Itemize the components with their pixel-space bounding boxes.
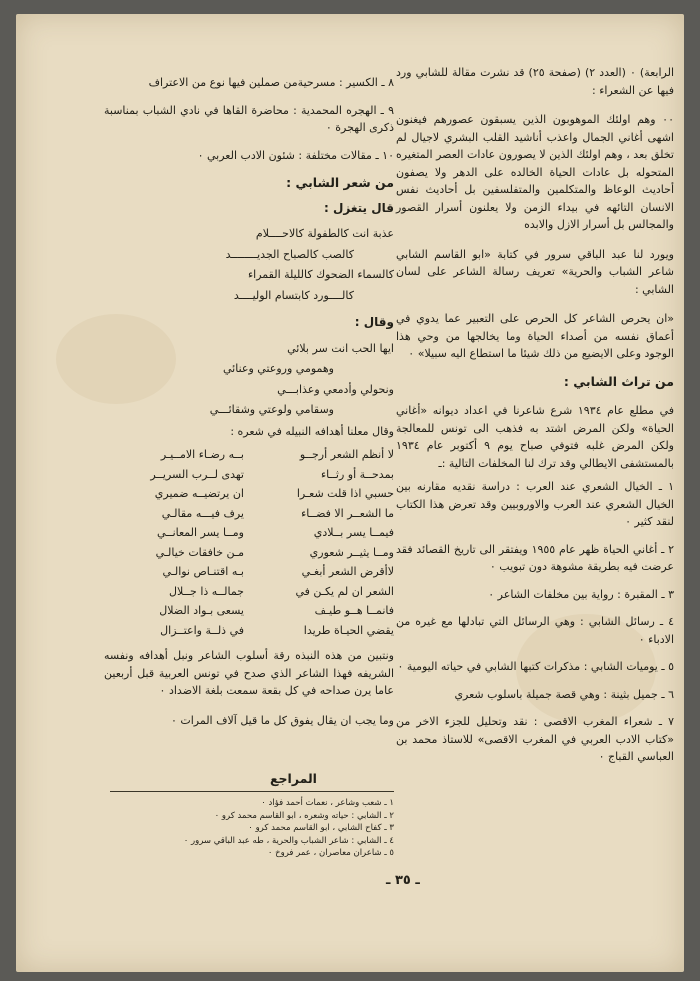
verse-row [104, 524, 394, 544]
list-item: ١ ـ الخيال الشعري عند العرب : دراسة نقديه مقارنه بين الخيال الشعري عند العرب والاوروبيين وقد تعرض هذا الكتاب لنقد كثير ٠ [396, 480, 674, 528]
heritage-paragraph: في مطلع عام ١٩٣٤ شرع شاعرنا في اعداد ديوانه «أغاني الحياة» ولكن المرض اشتد به فذهب الى تونس للمعالجة ولكن المرض غلبه فتوفي صباح يوم ٩ أكتوبر عام ١٩٣٤ بالمستشفى الايطالي وقد ترك لنا المخلفات التالية :ـ [396, 404, 675, 470]
quote-paragraph-2: «ان يحرص الشاعر كل الحرص على التعبير عما يدوي في أعماق نفسه من أصداء الحياة وما يخالجها من وحي هذا الوجود وعلى الايضيع من ذلك شيئا ما استطاع اليه سبيلا» ٠ [396, 312, 674, 360]
verse-hemistich: يقضي الحيـاة طريدا [303, 623, 394, 637]
magazine-page [16, 14, 684, 972]
verse-hemistich: بـه اقتنـاص نوالـي [162, 565, 244, 578]
page-number: ـ ٣٥ ـ [386, 873, 420, 888]
reference-item: ٢ ـ الشابي : حياته وشعره ، ابو القاسم محمد كرو ٠ [214, 810, 394, 821]
verse-hemistich: يسعى بـواد الضلال [159, 604, 244, 617]
poem-line: كالصب كالصباح الجديــــــــد [225, 247, 354, 261]
list-item: ٧ ـ شعراء المغرب الاقصى : نقد وتحليل للجزء الاخر من «كتاب الادب العربي في المغرب الاقصى» للاستاذ محمد بن العباسي القباج ٠ [396, 715, 674, 763]
verse-hemistich: في ذلــة واعتــزال [160, 623, 244, 637]
verse-row [104, 446, 394, 466]
verse-hemistich: يرف فيـــه مقالـي [161, 506, 244, 520]
right-column [396, 64, 674, 776]
verse-hemistich: الشعر ان لم يكـن في [295, 584, 394, 598]
verse-hemistich: مـن خافقات خيالـي [155, 545, 244, 559]
reference-item: ٤ ـ الشابي : شاعر الشباب والحرية ، طه عبد الباقي سرور ٠ [183, 835, 394, 846]
section-heading-poetry: من شعر الشابي : [286, 175, 394, 190]
poem-subheading: قال يتغزل : [324, 200, 394, 215]
references-title: المراجع [270, 771, 317, 786]
verse-row [104, 622, 394, 642]
verse-hemistich: ما الشعــر الا فضــاء [301, 506, 394, 520]
intro-paragraph: الرابعة) ٠ (العدد ٢) (صفحة ٢٥) قد نشرت مقالة للشابي ورد فيها عن الشعراء : [396, 66, 675, 97]
list-item: ٨ ـ الكسير : مسرحيةمن صملين فيها نوع من الاعتراف [148, 76, 394, 89]
reference-item: ٣ ـ كفاح الشابي ، ابو القاسم محمد كرو ٠ [248, 823, 394, 833]
verse-row [104, 583, 394, 603]
reference-item: ١ ـ شعب وشاعر ، نعمات أحمد فؤاد ٠ [261, 798, 394, 808]
poem-line: وسقامي ولوعتي وشقائـــي [209, 403, 334, 416]
verse-hemistich: فيمــا يسر بــلادي [313, 526, 394, 539]
said-label: وقال : [354, 315, 394, 329]
references-divider [110, 791, 394, 792]
reference-item: ٥ ـ شاعران معاصران ، عمر فروخ ٠ [267, 848, 394, 858]
verse-hemistich: تهدى لــرب السريــر [150, 467, 244, 481]
poem-line: كالــــورد كابتسام الوليــــد [233, 288, 354, 302]
final-line: وما يجب ان يقال يفوق كل ما قيل آلاف المرات ٠ [170, 713, 394, 727]
sabry-paragraph: ويورد لنا عبد الباقي سرور في كتابة «ابو القاسم الشابي شاعر الشباب والحرية» تعريف رسالة الشاعر على لسان الشابي : [396, 247, 674, 296]
verse-hemistich: ومــا يسر المعانــي [156, 526, 244, 539]
verse-hemistich: بــه رضـاء الامــيـر [160, 448, 244, 461]
list-item: ٦ ـ جميل بثينة : وهي قصة جميلة باسلوب شعري [454, 687, 674, 701]
poem-line: كالسماء الضحوك كالليلة القمراء [248, 268, 394, 281]
verse-hemistich: ومــا يثيــر شعوري [309, 545, 394, 559]
closing-paragraph: ونتبين من هذه النبذه رقة أسلوب الشاعر ونبل أهدافه ونفسه الشريفه فهذا الشاعر الذي صدح في تونس العربية قبل أربعين عاما يرن صداحه في كل بقعة سمعت بلغة الاضداد ٠ [104, 649, 394, 697]
poem-line: عذبة انت كالطفولة كالاحــــلام [255, 227, 394, 240]
references-list [110, 797, 394, 860]
verse-hemistich: بمدحــة أو رثــاء [320, 467, 394, 481]
left-column [104, 74, 394, 735]
quote-paragraph: ٠٠ وهم اولئك الموهوبون الذين يسبقون عصورهم فيغنون اشهى أغاني الجمال واعذب أناشيد القلب البشري لاجيال لم تخلق بعد ، وهم اولئك الذين لا يصورون عادات العصر المتغيره المتحوله بل عادات الحياة الخالده على الدهر ولا يصفون أحاديث الوعاظ والمتكلمين والمتفلسفين بل أحاديث نفس الانسان التائهه في بيداء الزمن ولا يعلنون أسرار القصور والمجالس بل أسرار الازل والابده [396, 113, 674, 231]
list-item: ٤ ـ رسائل الشابي : وهي الرسائل التي تبادلها مع غيره من الادباء ٠ [396, 615, 674, 646]
verses-intro: وقال معلنا أهدافه النبيله في شعره : [230, 424, 394, 438]
list-item: ١٠ ـ مقالات مختلفة : شئون الادب العربي ٠ [197, 148, 394, 162]
list-item: ٥ ـ يوميات الشابي : مذكرات كتبها الشابي في حياته اليومية ٠ [397, 660, 674, 673]
verse-row [104, 602, 394, 622]
poem-line: ونحولي وأدمعي وعذابـــي [277, 382, 394, 396]
verse-hemistich: ان يرتضيــه ضميري [154, 487, 244, 500]
list-item: ٣ ـ المقبرة : رواية بين مخلفات الشاعر ٠ [488, 587, 674, 601]
verse-row [104, 505, 394, 525]
poem-line: وهمومي وروعتي وعنائي [223, 362, 334, 375]
list-item: ٩ ـ الهجره المحمدية : محاضرة القاها في نادي الشباب بمناسبة ذكرى الهجرة ٠ [104, 103, 394, 134]
verse-row [104, 466, 394, 486]
verse-row [104, 544, 394, 564]
verse-hemistich: لاأقرض الشعر أبغـي [301, 565, 394, 578]
verse-hemistich: فانمــا هــو طيـف [314, 604, 394, 617]
verse-hemistich: لا أنظم الشعر أرجــو [299, 448, 394, 461]
verse-row [104, 563, 394, 583]
verse-row [104, 485, 394, 505]
verse-hemistich: جمالــه ذا جــلال [169, 584, 244, 598]
verses-block [104, 446, 394, 641]
section-heading-heritage: من تراث الشابي : [563, 373, 674, 389]
verse-hemistich: حسبي اذا قلت شعـرا [296, 487, 394, 500]
poem-line: ايها الحب انت سر بلائي [287, 341, 394, 355]
list-item: ٢ ـ أغاني الحياة ظهر عام ١٩٥٥ ويفتقر الى تاريخ القصائد فقد عرضت فيه بطريقة مشوهة دون تبويب ٠ [396, 542, 674, 573]
